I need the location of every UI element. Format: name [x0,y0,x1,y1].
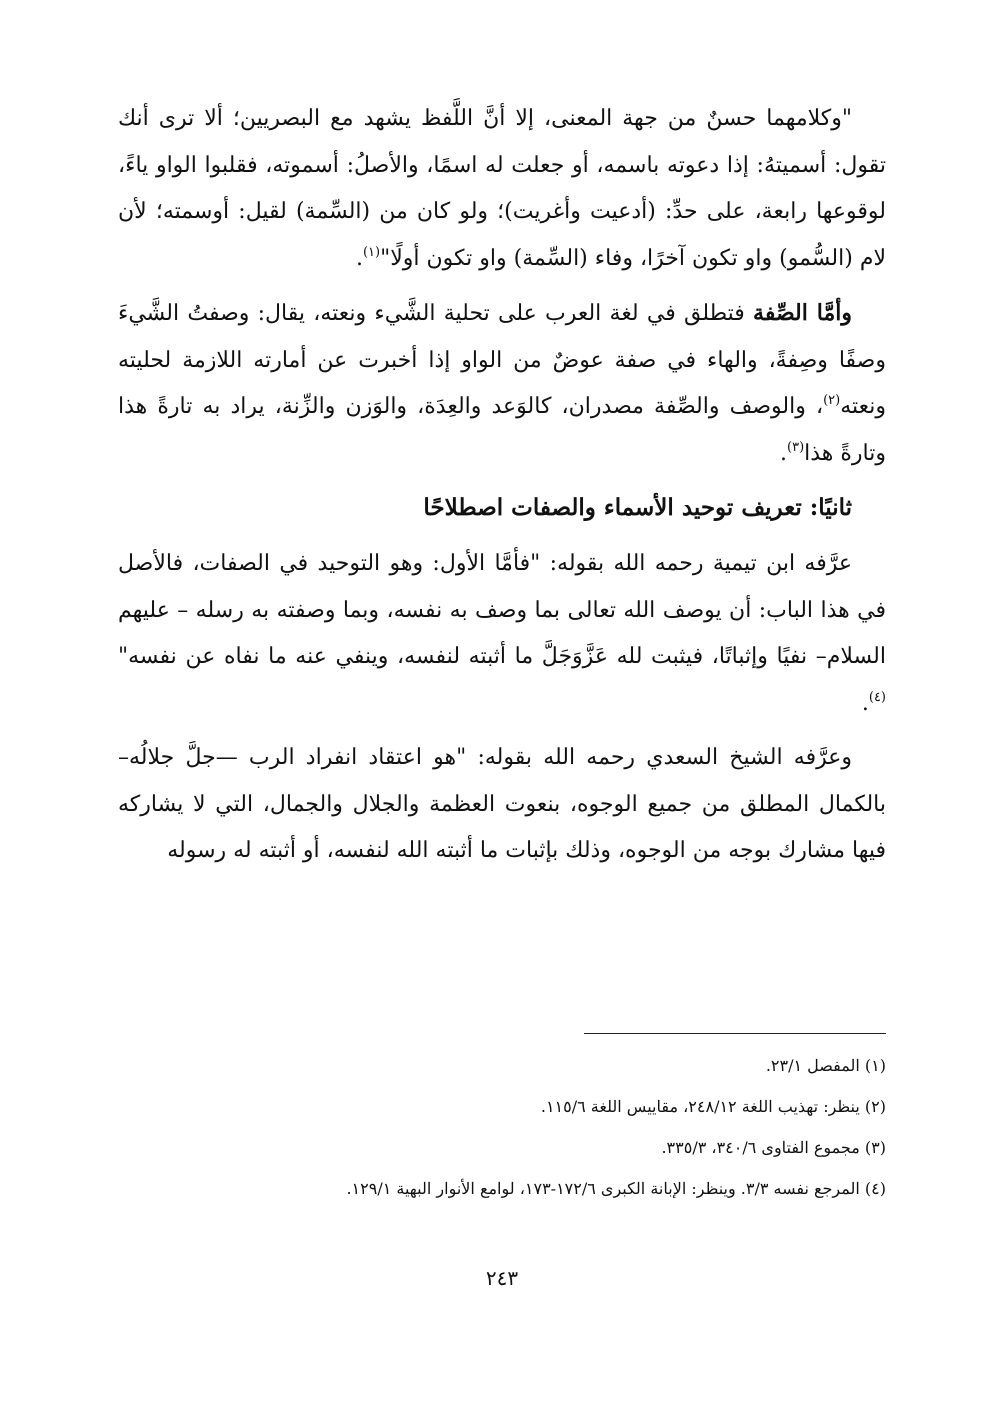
footnote-3: (٣) مجموع الفتاوى ٣٤٠/٦، ٣٣٥/٣. [661,1138,886,1157]
bold-term: وأمَّا الصِّفة [753,300,852,326]
paragraph-text: وعرَّفه الشيخ السعدي رحمه الله بقوله: "هو اعتقاد انفراد الرب —جلَّ جلالُه– بالكمال المطلق من جميع الوجوه، بنعوت العظمة والجلال والجمال، التي لا يشاركه فيها مشارك بوجه من الوجوه، وذلك بإثبات ما أثبته الله لنفسه، أو أثبته له رسوله [118,745,886,863]
paragraph-tail: . [355,245,363,271]
footnote-separator [584,1033,886,1034]
section-heading: ثانيًا: تعريف توحيد الأسماء والصفات اصطلاحًا [423,494,852,521]
footnote-ref-4[interactable]: (٤) [868,689,886,705]
paragraph-continuation: ، والوصف والصِّفة مصدران، كالوَعد والعِدَة، والوَزن والزِّنة، يراد به تارةً هذا وتارةً هذا [118,394,886,466]
paragraph-tail: . [780,440,787,466]
footnote-2: (٢) ينظر: تهذيب اللغة ٢٤٨/١٢، مقاييس اللغة ١١٥/٦. [540,1097,886,1116]
footnote-ref-3[interactable]: (٣) [787,439,805,455]
paragraph-sadi [118,735,886,875]
paragraph-tail: . [861,690,869,716]
paragraph-text: "وكلامهما حسنٌ من جهة المعنى، إلا أنَّ اللَّفظ يشهد مع البصريين؛ ألا ترى أنك تقول: أسميتهُ: إذا دعوته باسمه، أو جعلت له اسمًا، والأصلُ: أسموته، فقلبوا الواو ياءً، لوقوعها رابعة، على حدِّ: (أدعيت وأغريت)؛ ولو كان من (السِّمة) لقيل: أوسمته؛ لأن لام (السُّمو) واو تكون آخرًا، وفاء (السِّمة) واو تكون أولًا" [118,106,886,271]
paragraph-ibn-taymiyya [118,541,886,727]
paragraph-sifa-definition [118,290,886,477]
main-text [118,96,886,875]
page-number: ٢٤٣ [485,1266,519,1290]
footnotes [118,1045,886,1209]
footnote-4: (٤) المرجع نفسه ٣/٣. وينظر: الإبانة الكبرى ١٧٢/٦-١٧٣، لوامع الأنوار البهية ١٢٩/١. [346,1179,886,1198]
paragraph-quote-ism [118,96,886,282]
footnote-ref-2[interactable]: (٢) [823,393,841,408]
footnote-ref-1[interactable]: (١) [362,244,381,260]
footnote-1: (١) المفصل ٢٣/١. [765,1056,886,1075]
paragraph-text: فتطلق في لغة العرب على تحلية الشَّيء ونعته، يقال: وصفتُ الشَّيءَ وصفًا وصِفةً، والهاء في صفة عوضٌ من الواو إذا أخبرت عن أمارته اللازمة لحليته ونعته [118,301,886,419]
paragraph-text: عرَّفه ابن تيمية رحمه الله بقوله: "فأمَّا الأول: وهو التوحيد في الصفات، فالأصل في هذا الباب: أن يوصف الله تعالى بما وصف به نفسه، وبما وصفته به رسله – عليهم السلام– نفيًا وإثباتًا، فيثبت لله عَزَّوَجَلَّ ما أثبته لنفسه، وينفي عنه ما نفاه عن نفسه" [118,551,886,669]
